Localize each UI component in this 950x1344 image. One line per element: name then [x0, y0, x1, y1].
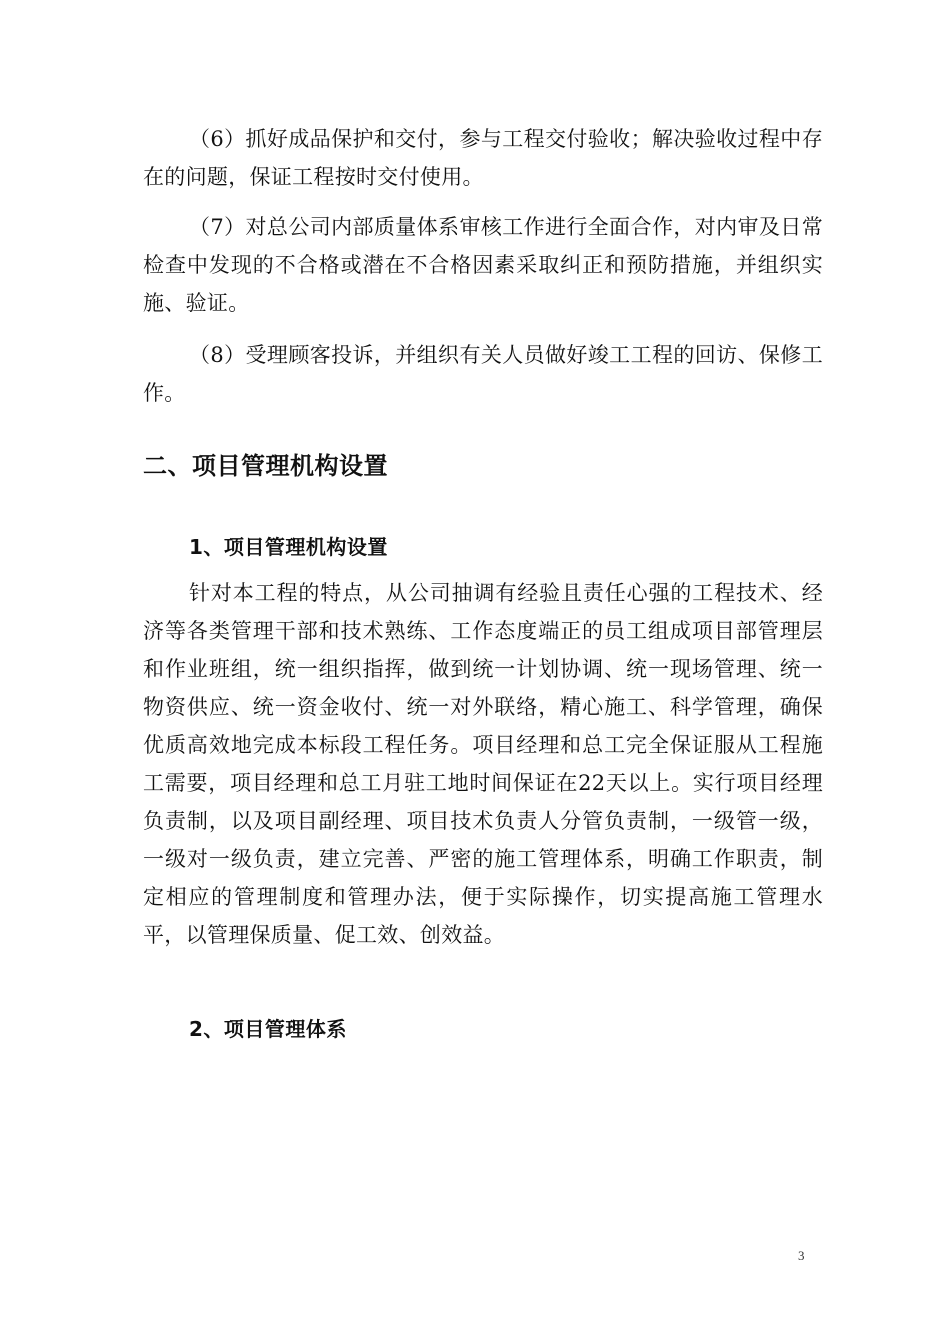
paragraph-item-7: （7）对总公司内部质量体系审核工作进行全面合作，对内审及日常检查中发现的不合格或潜在不合格因素采取纠正和预防措施，并组织实施、验证。: [143, 215, 823, 315]
paragraph-item-6: （6）抓好成品保护和交付，参与工程交付验收；解决验收过程中存在的问题，保证工程按时交付使用。: [143, 127, 823, 189]
section-heading: 二、项目管理机构设置: [143, 452, 388, 480]
subsection-1-body: 针对本工程的特点，从公司抽调有经验且责任心强的工程技术、经济等各类管理干部和技术熟练、工作态度端正的员工组成项目部管理层和作业班组，统一组织指挥，做到统一计划协调、统一现场管理、统一物资供应、统一资金收付、统一对外联络，精心施工、科学管理，确保优质高效地完成本标段工程任务。项目经理和总工完全保证服从工程施工需要，项目经理和总工月驻工地时间保证在22天以上。实行项目经理负责制，以及项目副经理、项目技术负责人分管负责制，一级管一级，一级对一级负责，建立完善、严密的施工管理体系，明确工作职责，制定相应的管理制度和管理办法，便于实际操作，切实提高施工管理水平，以管理保质量、促工效、创效益。: [143, 581, 823, 947]
subsection-heading-1: 1、项目管理机构设置: [189, 535, 388, 559]
page-number: 3: [798, 1248, 805, 1263]
paragraph-item-8: （8）受理顾客投诉，并组织有关人员做好竣工工程的回访、保修工作。: [143, 343, 823, 405]
subsection-heading-2: 2、项目管理体系: [189, 1017, 347, 1041]
